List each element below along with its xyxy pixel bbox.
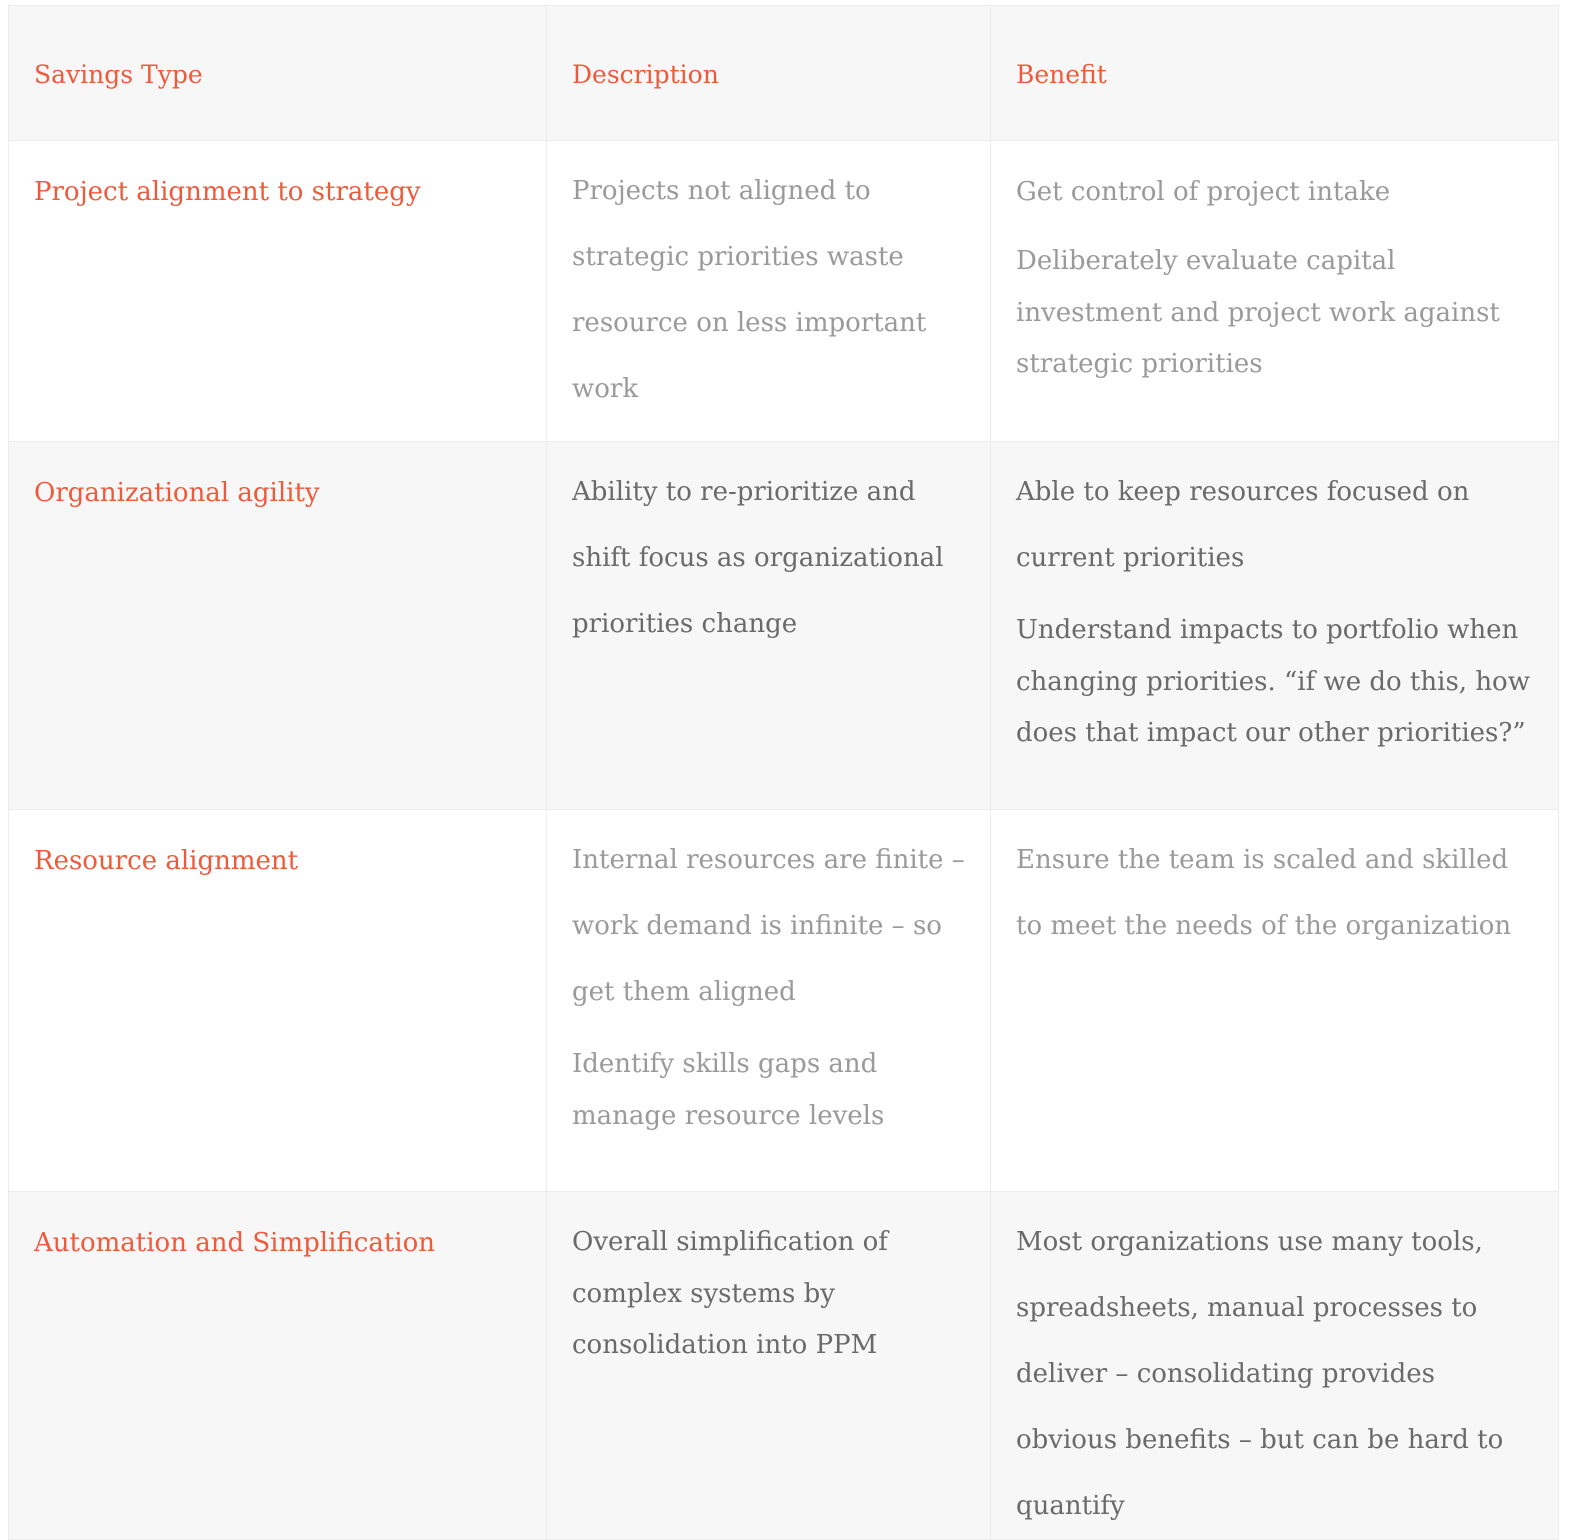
table-row: [9, 141, 1559, 442]
benefit-text: Deliberately evaluate capital investment and project work against strategic priorities: [1016, 246, 1500, 379]
savings-table-container: [8, 5, 1558, 1540]
savings-type-cell: Resource alignment: [9, 810, 547, 1192]
header-description: Description: [547, 6, 991, 141]
description-cell: [547, 442, 991, 810]
description-cell: [547, 141, 991, 442]
description-text: Identify skills gaps and manage resource levels: [572, 1049, 885, 1131]
benefit-cell: [991, 141, 1559, 442]
table-row: [9, 442, 1559, 810]
table-row: [9, 1192, 1559, 1540]
benefit-text: Ensure the team is scaled and skilled to meet the needs of the organization: [1016, 845, 1512, 941]
benefit-text: Most organizations use many tools, spreadsheets, manual processes to deliver – consolidating provides obvious benefits – but can be hard to quantify: [1016, 1227, 1504, 1521]
savings-type-cell: Project alignment to strategy: [9, 141, 547, 442]
table-header-row: [9, 6, 1559, 141]
description-text: Internal resources are finite – work demand is infinite – so get them aligned: [572, 845, 965, 1007]
header-savings-type: Savings Type: [9, 6, 547, 141]
benefit-cell: [991, 810, 1559, 1192]
description-text: Projects not aligned to strategic priorities waste resource on less important work: [572, 176, 927, 404]
description-text: Overall simplification of complex systems by consolidation into PPM: [572, 1227, 888, 1360]
description-cell: [547, 810, 991, 1192]
savings-type-cell: Organizational agility: [9, 442, 547, 810]
benefit-text: Able to keep resources focused on current priorities: [1016, 477, 1470, 573]
header-benefit: Benefit: [991, 6, 1559, 141]
benefit-cell: [991, 1192, 1559, 1540]
description-cell: [547, 1192, 991, 1540]
benefit-cell: [991, 442, 1559, 810]
savings-table: [8, 5, 1559, 1540]
benefit-text: Get control of project intake: [1016, 177, 1391, 207]
benefit-text: Understand impacts to portfolio when changing priorities. “if we do this, how does that impact our other priorities?”: [1016, 615, 1530, 748]
description-text: Ability to re-prioritize and shift focus as organizational priorities change: [572, 477, 944, 639]
savings-type-cell: Automation and Simplification: [9, 1192, 547, 1540]
table-row: [9, 810, 1559, 1192]
